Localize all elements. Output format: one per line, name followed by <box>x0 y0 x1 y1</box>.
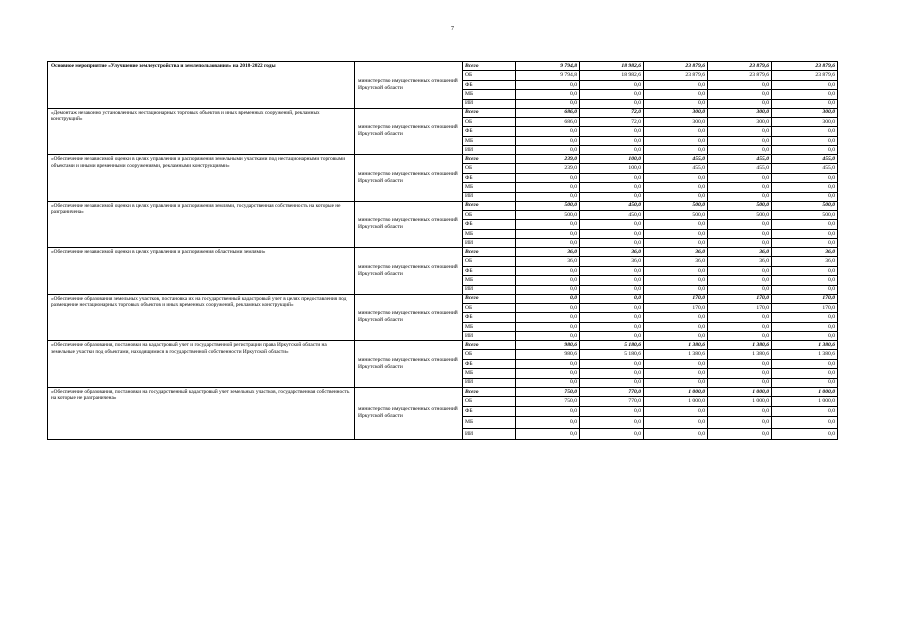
amount-cell: 0,0 <box>772 407 838 417</box>
funding-source: ИИ <box>463 378 516 387</box>
funding-source: ФБ <box>463 407 516 417</box>
amount-cell: 0,0 <box>516 239 580 248</box>
amount-cell: 0,0 <box>644 428 708 440</box>
amount-cell: 0,0 <box>516 220 580 230</box>
amount-cell: 1 380,6 <box>708 341 772 350</box>
amount-cell: 9 794,8 <box>516 62 580 71</box>
amount-cell: 0,0 <box>644 369 708 379</box>
amount-cell: 36,0 <box>580 248 644 257</box>
funding-source: МБ <box>463 417 516 429</box>
amount-cell: 500,0 <box>772 210 838 220</box>
amount-cell: 0,0 <box>708 359 772 369</box>
amount-cell: 0,0 <box>708 183 772 193</box>
amount-cell: 0,0 <box>708 322 772 332</box>
amount-cell: 0,0 <box>644 417 708 429</box>
amount-cell: 0,0 <box>644 407 708 417</box>
amount-cell: 0,0 <box>772 313 838 323</box>
amount-cell: 170,0 <box>772 294 838 303</box>
amount-cell: 0,0 <box>516 359 580 369</box>
amount-cell: 0,0 <box>580 428 644 440</box>
amount-cell: 455,0 <box>644 164 708 174</box>
table-row <box>48 387 838 397</box>
amount-cell: 5 180,6 <box>580 341 644 350</box>
amount-cell: 0,0 <box>644 229 708 239</box>
amount-cell: 1 000,0 <box>772 387 838 397</box>
amount-cell: 9 794,8 <box>516 71 580 81</box>
budget-table <box>47 61 838 440</box>
amount-cell: 300,0 <box>772 117 838 127</box>
table-row <box>48 341 838 350</box>
amount-cell: 1 000,0 <box>708 387 772 397</box>
measure-name: «Обеспечение независимой оценки в целях управления и распоряжения земельными участками под нестационарными торговыми объектами и иными временными сооружениями, рекламными конструкциями» <box>48 155 355 202</box>
amount-cell: 0,0 <box>516 407 580 417</box>
amount-cell: 0,0 <box>772 285 838 294</box>
amount-cell: 500,0 <box>772 201 838 210</box>
amount-cell: 0,0 <box>516 136 580 146</box>
amount-cell: 0,0 <box>644 322 708 332</box>
amount-cell: 0,0 <box>644 146 708 155</box>
amount-cell: 0,0 <box>580 359 644 369</box>
amount-cell: 0,0 <box>772 183 838 193</box>
amount-cell: 0,0 <box>516 146 580 155</box>
amount-cell: 0,0 <box>708 239 772 248</box>
amount-cell: 23 879,6 <box>708 62 772 71</box>
funding-source: ИИ <box>463 332 516 341</box>
amount-cell: 239,0 <box>516 155 580 164</box>
funding-source: МБ <box>463 90 516 100</box>
funding-source: МБ <box>463 276 516 286</box>
amount-cell: 100,0 <box>580 164 644 174</box>
amount-cell: 0,0 <box>516 332 580 341</box>
funding-source: ФБ <box>463 127 516 137</box>
amount-cell: 0,0 <box>772 173 838 183</box>
amount-cell: 23 879,6 <box>772 62 838 71</box>
amount-cell: 0,0 <box>516 80 580 90</box>
amount-cell: 0,0 <box>516 276 580 286</box>
amount-cell: 0,0 <box>708 407 772 417</box>
funding-source: ФБ <box>463 266 516 276</box>
amount-cell: 36,0 <box>516 248 580 257</box>
amount-cell: 0,0 <box>772 359 838 369</box>
funding-source: ОБ <box>463 117 516 127</box>
amount-cell: 0,0 <box>644 192 708 201</box>
amount-cell: 686,0 <box>516 117 580 127</box>
amount-cell: 980,6 <box>516 341 580 350</box>
amount-cell: 450,0 <box>580 201 644 210</box>
amount-cell: 0,0 <box>772 239 838 248</box>
table-row <box>48 201 838 210</box>
amount-cell: 0,0 <box>644 285 708 294</box>
amount-cell: 0,0 <box>516 183 580 193</box>
amount-cell: 0,0 <box>644 359 708 369</box>
amount-cell: 23 879,6 <box>644 71 708 81</box>
funding-source: ИИ <box>463 146 516 155</box>
amount-cell: 0,0 <box>516 428 580 440</box>
amount-cell: 0,0 <box>644 239 708 248</box>
amount-cell: 0,0 <box>772 229 838 239</box>
amount-cell: 1 380,6 <box>644 341 708 350</box>
amount-cell: 23 879,6 <box>772 71 838 81</box>
table-row <box>48 62 838 71</box>
amount-cell: 0,0 <box>708 266 772 276</box>
amount-cell: 0,0 <box>772 127 838 137</box>
amount-cell: 0,0 <box>644 332 708 341</box>
amount-cell: 0,0 <box>516 417 580 429</box>
amount-cell: 1 380,6 <box>772 350 838 360</box>
amount-cell: 0,0 <box>580 80 644 90</box>
amount-cell: 0,0 <box>516 173 580 183</box>
amount-cell: 455,0 <box>772 164 838 174</box>
amount-cell: 0,0 <box>580 369 644 379</box>
amount-cell: 0,0 <box>644 276 708 286</box>
funding-source: ОБ <box>463 397 516 407</box>
amount-cell: 770,0 <box>580 387 644 397</box>
amount-cell: 0,0 <box>644 266 708 276</box>
funding-source: МБ <box>463 322 516 332</box>
measure-name: «Обеспечение образования земельных участков, постановка их на государственный кадастровый учет в целях предоставления под размещение нестационарных торговых объектов и иных временных сооружений, рекламных конструкций» <box>48 294 355 341</box>
amount-cell: 72,0 <box>580 117 644 127</box>
amount-cell: 0,0 <box>580 90 644 100</box>
amount-cell: 0,0 <box>580 294 644 303</box>
amount-cell: 0,0 <box>708 332 772 341</box>
amount-cell: 0,0 <box>644 173 708 183</box>
amount-cell: 770,0 <box>580 397 644 407</box>
amount-cell: 500,0 <box>644 201 708 210</box>
amount-cell: 0,0 <box>772 146 838 155</box>
amount-cell: 100,0 <box>580 155 644 164</box>
amount-cell: 36,0 <box>644 257 708 267</box>
amount-cell: 0,0 <box>516 378 580 387</box>
amount-cell: 170,0 <box>644 303 708 313</box>
amount-cell: 0,0 <box>644 80 708 90</box>
amount-cell: 1 000,0 <box>644 387 708 397</box>
amount-cell: 0,0 <box>516 99 580 108</box>
amount-cell: 0,0 <box>708 173 772 183</box>
funding-source: ОБ <box>463 303 516 313</box>
amount-cell: 1 000,0 <box>708 397 772 407</box>
amount-cell: 0,0 <box>772 428 838 440</box>
amount-cell: 0,0 <box>708 90 772 100</box>
amount-cell: 455,0 <box>772 155 838 164</box>
executor-cell: министерство имущественных отношений Иркутской области <box>355 108 463 155</box>
funding-source: Всего <box>463 108 516 117</box>
amount-cell: 0,0 <box>708 136 772 146</box>
amount-cell: 23 879,6 <box>708 71 772 81</box>
amount-cell: 0,0 <box>580 417 644 429</box>
amount-cell: 686,0 <box>516 108 580 117</box>
amount-cell: 0,0 <box>516 313 580 323</box>
amount-cell: 300,0 <box>708 108 772 117</box>
funding-source: Всего <box>463 201 516 210</box>
amount-cell: 0,0 <box>644 127 708 137</box>
funding-source: МБ <box>463 229 516 239</box>
amount-cell: 170,0 <box>772 303 838 313</box>
amount-cell: 36,0 <box>644 248 708 257</box>
amount-cell: 0,0 <box>772 80 838 90</box>
amount-cell: 455,0 <box>708 164 772 174</box>
amount-cell: 0,0 <box>580 220 644 230</box>
funding-source: ИИ <box>463 285 516 294</box>
amount-cell: 0,0 <box>772 220 838 230</box>
amount-cell: 0,0 <box>708 285 772 294</box>
amount-cell: 1 000,0 <box>644 397 708 407</box>
amount-cell: 36,0 <box>772 248 838 257</box>
amount-cell: 0,0 <box>580 173 644 183</box>
amount-cell: 0,0 <box>708 428 772 440</box>
amount-cell: 0,0 <box>580 322 644 332</box>
amount-cell: 0,0 <box>772 266 838 276</box>
amount-cell: 0,0 <box>516 90 580 100</box>
amount-cell: 0,0 <box>772 90 838 100</box>
amount-cell: 300,0 <box>772 108 838 117</box>
amount-cell: 18 982,6 <box>580 71 644 81</box>
amount-cell: 0,0 <box>580 407 644 417</box>
amount-cell: 455,0 <box>644 155 708 164</box>
amount-cell: 0,0 <box>516 322 580 332</box>
measure-name: «Обеспечение образования, постановки на кадастровый учет и государственной регистрации права Иркутской области на земельные участки под объектами, находящимися в государственной собственности Иркутской области» <box>48 341 355 388</box>
amount-cell: 0,0 <box>644 378 708 387</box>
amount-cell: 0,0 <box>772 192 838 201</box>
amount-cell: 72,0 <box>580 108 644 117</box>
funding-source: ОБ <box>463 210 516 220</box>
amount-cell: 0,0 <box>580 378 644 387</box>
funding-source: ФБ <box>463 359 516 369</box>
amount-cell: 0,0 <box>708 276 772 286</box>
amount-cell: 0,0 <box>516 192 580 201</box>
amount-cell: 450,0 <box>580 210 644 220</box>
amount-cell: 170,0 <box>708 294 772 303</box>
executor-cell: министерство имущественных отношений Иркутской области <box>355 294 463 341</box>
measure-name: «Демонтаж незаконно установленных нестационарных торговых объектов и иных временных сооружений, рекламных конструкций» <box>48 108 355 155</box>
executor-cell: министерство имущественных отношений Иркутской области <box>355 201 463 248</box>
funding-source: ФБ <box>463 173 516 183</box>
table-row <box>48 155 838 164</box>
amount-cell: 0,0 <box>580 183 644 193</box>
amount-cell: 170,0 <box>644 294 708 303</box>
amount-cell: 300,0 <box>644 108 708 117</box>
amount-cell: 0,0 <box>772 369 838 379</box>
executor-cell: министерство имущественных отношений Иркутской области <box>355 248 463 295</box>
amount-cell: 0,0 <box>644 183 708 193</box>
amount-cell: 0,0 <box>516 294 580 303</box>
amount-cell: 500,0 <box>708 210 772 220</box>
amount-cell: 1 380,6 <box>772 341 838 350</box>
amount-cell: 300,0 <box>708 117 772 127</box>
amount-cell: 0,0 <box>708 417 772 429</box>
amount-cell: 36,0 <box>516 257 580 267</box>
amount-cell: 500,0 <box>516 201 580 210</box>
amount-cell: 36,0 <box>708 257 772 267</box>
amount-cell: 0,0 <box>772 332 838 341</box>
funding-source: ОБ <box>463 71 516 81</box>
table-row <box>48 248 838 257</box>
amount-cell: 980,6 <box>516 350 580 360</box>
funding-source: Всего <box>463 387 516 397</box>
funding-source: ИИ <box>463 192 516 201</box>
amount-cell: 0,0 <box>772 136 838 146</box>
amount-cell: 0,0 <box>644 99 708 108</box>
amount-cell: 0,0 <box>708 127 772 137</box>
amount-cell: 455,0 <box>708 155 772 164</box>
executor-cell: министерство имущественных отношений Иркутской области <box>355 155 463 202</box>
amount-cell: 0,0 <box>644 136 708 146</box>
amount-cell: 300,0 <box>644 117 708 127</box>
page-number: 7 <box>451 26 454 32</box>
amount-cell: 0,0 <box>772 378 838 387</box>
amount-cell: 1 000,0 <box>772 397 838 407</box>
amount-cell: 1 380,6 <box>708 350 772 360</box>
amount-cell: 0,0 <box>516 303 580 313</box>
funding-source: Всего <box>463 341 516 350</box>
amount-cell: 500,0 <box>644 210 708 220</box>
budget-table-body <box>48 62 838 440</box>
amount-cell: 36,0 <box>580 257 644 267</box>
amount-cell: 750,0 <box>516 387 580 397</box>
amount-cell: 0,0 <box>708 80 772 90</box>
executor-cell: министерство имущественных отношений Иркутской области <box>355 387 463 440</box>
amount-cell: 0,0 <box>580 276 644 286</box>
amount-cell: 0,0 <box>708 378 772 387</box>
measure-name: «Обеспечение независимой оценки в целях управления и распоряжения областными землями» <box>48 248 355 295</box>
funding-source: ИИ <box>463 428 516 440</box>
funding-source: ИИ <box>463 99 516 108</box>
funding-source: Всего <box>463 62 516 71</box>
amount-cell: 0,0 <box>580 229 644 239</box>
funding-source: Всего <box>463 155 516 164</box>
amount-cell: 0,0 <box>708 369 772 379</box>
amount-cell: 0,0 <box>580 99 644 108</box>
amount-cell: 0,0 <box>708 146 772 155</box>
amount-cell: 0,0 <box>580 266 644 276</box>
measure-name: «Обеспечение образования, постановки на государственный кадастровый учет земельных участков, государственная собственность на которые не разграничена» <box>48 387 355 440</box>
amount-cell: 0,0 <box>708 313 772 323</box>
measure-name: Основное мероприятие «Улучшение землеустройства и землепользования» на 2018-2022 годы <box>48 62 355 109</box>
amount-cell: 0,0 <box>772 276 838 286</box>
funding-source: МБ <box>463 369 516 379</box>
amount-cell: 170,0 <box>708 303 772 313</box>
amount-cell: 500,0 <box>516 210 580 220</box>
amount-cell: 36,0 <box>708 248 772 257</box>
amount-cell: 0,0 <box>708 220 772 230</box>
funding-source: ОБ <box>463 257 516 267</box>
table-row <box>48 294 838 303</box>
amount-cell: 0,0 <box>580 239 644 248</box>
funding-source: ОБ <box>463 164 516 174</box>
funding-source: МБ <box>463 136 516 146</box>
executor-cell: министерство имущественных отношений Иркутской области <box>355 62 463 109</box>
funding-source: ФБ <box>463 220 516 230</box>
funding-source: ФБ <box>463 80 516 90</box>
amount-cell: 0,0 <box>580 127 644 137</box>
amount-cell: 0,0 <box>772 322 838 332</box>
amount-cell: 0,0 <box>580 136 644 146</box>
amount-cell: 0,0 <box>516 266 580 276</box>
amount-cell: 5 180,6 <box>580 350 644 360</box>
funding-source: Всего <box>463 294 516 303</box>
funding-source: ИИ <box>463 239 516 248</box>
measure-name: «Обеспечение независимой оценки в целях управления и распоряжения землями, государственная собственность на которые не разграничена» <box>48 201 355 248</box>
amount-cell: 0,0 <box>580 303 644 313</box>
amount-cell: 750,0 <box>516 397 580 407</box>
funding-source: ОБ <box>463 350 516 360</box>
amount-cell: 0,0 <box>644 313 708 323</box>
funding-source: Всего <box>463 248 516 257</box>
amount-cell: 0,0 <box>516 229 580 239</box>
table-row <box>48 108 838 117</box>
funding-source: МБ <box>463 183 516 193</box>
amount-cell: 0,0 <box>772 417 838 429</box>
amount-cell: 18 982,6 <box>580 62 644 71</box>
amount-cell: 239,0 <box>516 164 580 174</box>
amount-cell: 0,0 <box>644 220 708 230</box>
amount-cell: 0,0 <box>708 192 772 201</box>
amount-cell: 0,0 <box>580 332 644 341</box>
amount-cell: 1 380,6 <box>644 350 708 360</box>
amount-cell: 0,0 <box>580 192 644 201</box>
amount-cell: 0,0 <box>708 229 772 239</box>
amount-cell: 0,0 <box>708 99 772 108</box>
amount-cell: 0,0 <box>516 285 580 294</box>
amount-cell: 0,0 <box>580 285 644 294</box>
amount-cell: 500,0 <box>708 201 772 210</box>
amount-cell: 0,0 <box>580 146 644 155</box>
amount-cell: 0,0 <box>516 127 580 137</box>
amount-cell: 36,0 <box>772 257 838 267</box>
amount-cell: 0,0 <box>772 99 838 108</box>
amount-cell: 0,0 <box>580 313 644 323</box>
amount-cell: 23 879,6 <box>644 62 708 71</box>
executor-cell: министерство имущественных отношений Иркутской области <box>355 341 463 388</box>
amount-cell: 0,0 <box>644 90 708 100</box>
amount-cell: 0,0 <box>516 369 580 379</box>
funding-source: ФБ <box>463 313 516 323</box>
